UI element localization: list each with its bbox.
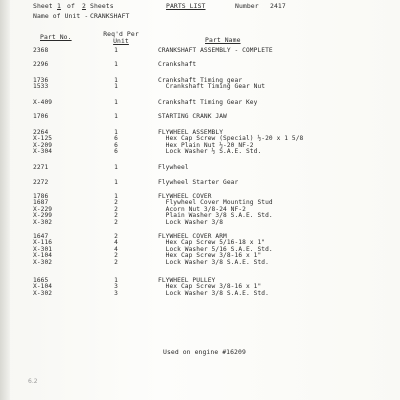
unit-label: Name of Unit -: [33, 12, 89, 20]
part-number-cell: 2271: [33, 164, 49, 171]
part-number-cell: X-302: [33, 258, 53, 266]
part-name-cell: CRANKSHAFT ASSEMBLY - COMPLETE: [158, 47, 273, 54]
part-name-cell: STARTING CRANK JAW: [158, 113, 227, 120]
part-number-cell: 2368: [33, 47, 49, 54]
quantity-cell: 1: [114, 83, 118, 91]
part-number-cell: 1736: [33, 77, 49, 84]
quantity-cell: 6: [114, 141, 118, 149]
sub-part-name-cell: Hex Cap Screw 3/8-16 x 1": [158, 252, 262, 260]
part-number-cell: 1665: [33, 277, 49, 284]
quantity-cell: 2: [114, 252, 118, 260]
part-number-cell: 2272: [33, 179, 49, 186]
quantity-cell: 2: [114, 258, 118, 266]
quantity-cell: 1: [114, 61, 118, 68]
part-number-cell: 1533: [33, 83, 49, 91]
sub-part-name-cell: Crankshaft Timing Gear Nut: [158, 83, 266, 91]
sub-part-name-cell: Plain Washer 3/8 S.A.E. Std.: [158, 212, 273, 220]
part-name-cell: FLYWHEEL COVER: [158, 193, 212, 200]
part-number-cell: X-125: [33, 135, 53, 143]
quantity-cell: 1: [114, 77, 118, 84]
part-number-cell: X-209: [33, 141, 53, 149]
quantity-cell: 1: [114, 47, 118, 54]
part-number-cell: X-302: [33, 289, 53, 297]
part-name-cell: Flywheel: [158, 164, 189, 171]
part-number-cell: 1706: [33, 113, 49, 120]
part-name-cell: Crankshaft: [158, 61, 197, 68]
sub-part-name-cell: Hex Cap Screw (Special) ½-20 x 1 5/8: [158, 135, 304, 143]
quantity-cell: 2: [114, 233, 118, 240]
part-name-cell: FLYWHEEL PULLEY: [158, 277, 216, 284]
part-number-cell: X-299: [33, 212, 53, 220]
sub-part-name-cell: Lock Washer ½ S.A.E. Std.: [158, 148, 262, 156]
of-word: of: [67, 2, 75, 10]
sub-part-name-cell: Lock Washer 3/8 S.A.E. Std.: [158, 289, 269, 297]
quantity-cell: 3: [114, 289, 118, 297]
column-header-part-no: Part No.: [40, 33, 72, 41]
part-number-cell: X-104: [33, 283, 53, 291]
column-header-part-name: Part Name: [205, 36, 241, 44]
unit-value: CRANKSHAFT: [90, 12, 130, 20]
sheet-word: Sheet: [33, 2, 53, 10]
part-name-cell: Flywheel Starter Gear: [158, 179, 239, 186]
part-number-cell: 2296: [33, 61, 49, 68]
sub-part-name-cell: Hex Plain Nut ½-20 NF-2: [158, 141, 254, 149]
part-name-cell: Crankshaft Timing gear: [158, 77, 243, 84]
part-number-cell: 1647: [33, 233, 49, 240]
sub-part-name-cell: Flywheel Cover Mounting Stud: [158, 199, 273, 207]
part-name-cell: Crankshaft Timing Gear Key: [158, 99, 258, 106]
sub-part-name-cell: Lock Washer 3/8: [158, 218, 224, 226]
sub-part-name-cell: Hex Cap Screw 5/16-18 x 1": [158, 239, 266, 247]
quantity-cell: 1: [114, 129, 118, 136]
part-number-cell: 1786: [33, 193, 49, 200]
part-number-cell: X-116: [33, 239, 53, 247]
part-number-cell: 1687: [33, 199, 49, 207]
document-title: PARTS LIST: [166, 2, 206, 10]
sub-part-name-cell: Lock Washer 3/8 S.A.E. Std.: [158, 258, 269, 266]
column-header-reqd-line2: Unit: [113, 37, 129, 45]
quantity-cell: 2: [114, 212, 118, 220]
part-name-cell: FLYWHEEL ASSEMBLY: [158, 129, 224, 136]
sub-part-name-cell: Lock Washer 5/16 S.A.E. Std.: [158, 245, 273, 253]
sheet-total: 2: [82, 2, 86, 10]
part-number-cell: X-409: [33, 99, 53, 106]
part-number-cell: X-302: [33, 218, 53, 226]
part-number-cell: X-104: [33, 252, 53, 260]
sheets-word: Sheets: [90, 2, 114, 10]
sheet-number: 1: [57, 2, 61, 10]
binder-edge: [0, 0, 10, 400]
part-number-cell: X-229: [33, 205, 53, 213]
quantity-cell: 1: [114, 277, 118, 284]
quantity-cell: 2: [114, 199, 118, 207]
quantity-cell: 6: [114, 148, 118, 156]
quantity-cell: 4: [114, 245, 118, 253]
margin-mark: 6.2: [28, 378, 38, 385]
quantity-cell: 2: [114, 205, 118, 213]
part-number-cell: 2264: [33, 129, 49, 136]
column-header-reqd-line1: Req'd Per: [103, 30, 139, 38]
quantity-cell: 4: [114, 239, 118, 247]
part-number-cell: X-304: [33, 148, 53, 156]
quantity-cell: 1: [114, 164, 118, 171]
quantity-cell: 1: [114, 113, 118, 120]
quantity-cell: 2: [114, 218, 118, 226]
quantity-cell: 1: [114, 193, 118, 200]
quantity-cell: 1: [114, 179, 118, 186]
quantity-cell: 6: [114, 135, 118, 143]
number-label: Number: [235, 2, 259, 10]
part-name-cell: FLYWHEEL COVER ARM: [158, 233, 227, 240]
number-value: 2417: [270, 2, 286, 10]
sub-part-name-cell: Acorn Nut 3/8-24 NF-2: [158, 205, 246, 213]
used-on-note: Used on engine #16209: [163, 348, 246, 356]
sub-part-name-cell: Hex Cap Screw 3/8-16 x 1": [158, 283, 262, 291]
quantity-cell: 3: [114, 283, 118, 291]
part-number-cell: X-301: [33, 245, 53, 253]
quantity-cell: 1: [114, 99, 118, 106]
